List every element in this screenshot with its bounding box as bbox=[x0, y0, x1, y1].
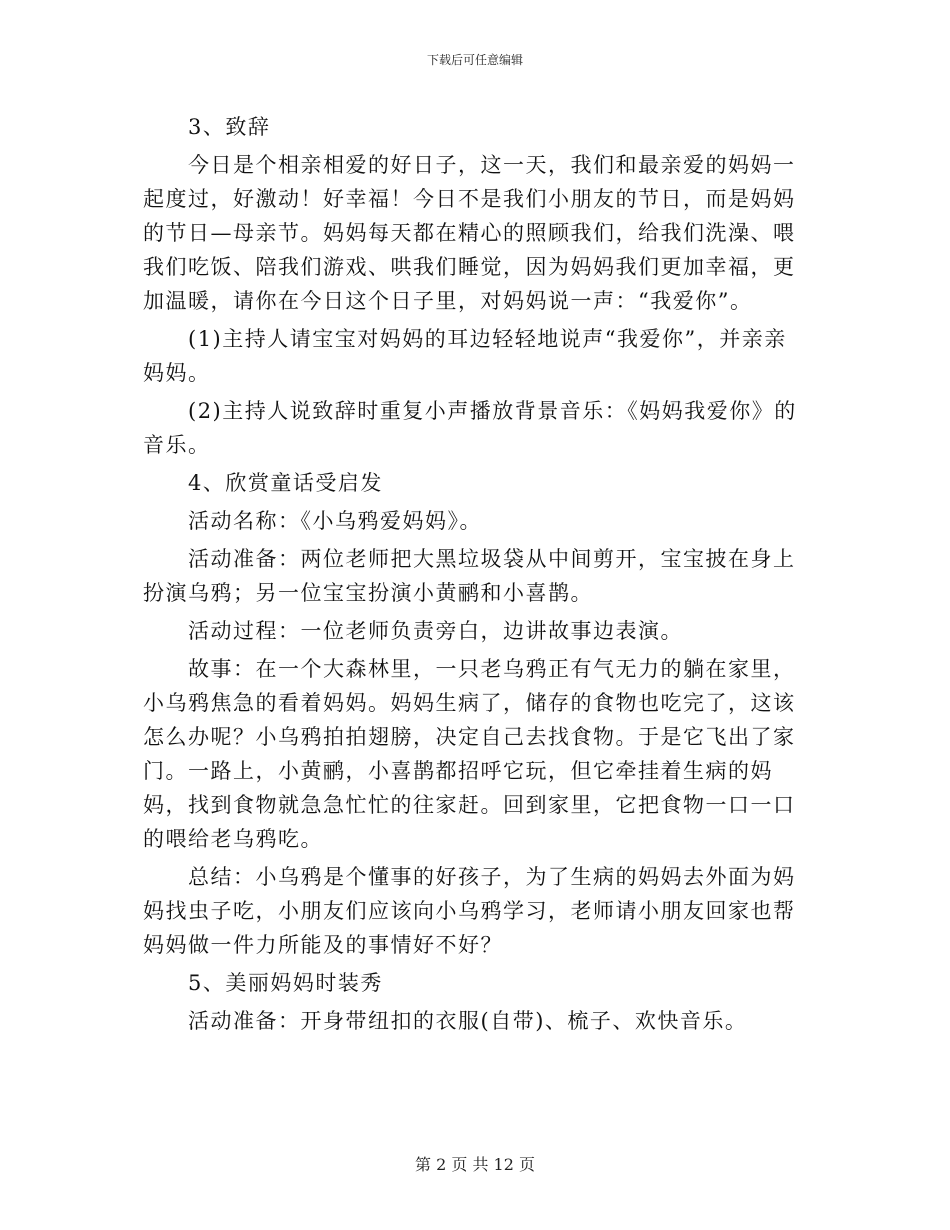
summary-paragraph: 总结：小乌鸦是个懂事的好孩子，为了生病的妈妈去外面为妈妈找虫子吃，小朋友们应该向小乌鸦学习，老师请小朋友回家也帮妈妈做一件力所能及的事情好不好？ bbox=[143, 865, 796, 957]
story-paragraph: 故事：在一个大森林里，一只老乌鸦正有气无力的躺在家里，小乌鸦焦急的看着妈妈。妈妈生病了，储存的食物也吃完了，这该怎么办呢？小乌鸦拍拍翅膀，决定自己去找食物。于是它飞出了家门。一路上，小黄鹂，小喜鹊都招呼它玩，但它牵挂着生病的妈妈，找到食物就急急忙忙的往家赶。回到家里，它把食物一口一口的喂给老乌鸦吃。 bbox=[143, 657, 796, 851]
section-heading-5: 5、美丽妈妈时装秀 bbox=[188, 971, 383, 995]
document-body bbox=[143, 110, 808, 1038]
instruction-item-1: (1)主持人请宝宝对妈妈的耳边轻轻地说声“我爱你”，并亲亲妈妈。 bbox=[143, 327, 787, 385]
section-heading-4: 4、欣赏童话受启发 bbox=[188, 471, 383, 495]
speech-paragraph: 今日是个相亲相爱的好日子，这一天，我们和最亲爱的妈妈一起度过，好激动！好幸福！今日不是我们小朋友的节日，而是妈妈的节日—母亲节。妈妈每天都在精心的照顾我们，给我们洗澡、喂我们吃饭、陪我们游戏、哄我们睡觉，因为妈妈我们更加幸福，更加温暖，请你在今日这个日子里，对妈妈说一声：“我爱你”。 bbox=[143, 153, 796, 313]
activity-name: 活动名称：《小乌鸦爱妈妈》。 bbox=[188, 509, 482, 533]
instruction-item-2: (2)主持人说致辞时重复小声播放背景音乐：《妈妈我爱你》的音乐。 bbox=[143, 399, 797, 457]
fashion-show-preparation: 活动准备：开身带纽扣的衣服(自带)、梳子、欢快音乐。 bbox=[188, 1009, 748, 1033]
section-heading-3: 3、致辞 bbox=[188, 115, 271, 139]
activity-process: 活动过程：一位老师负责旁白，边讲故事边表演。 bbox=[188, 619, 683, 643]
activity-preparation: 活动准备：两位老师把大黑垃圾袋从中间剪开，宝宝披在身上扮演乌鸦；另一位宝宝扮演小黄鹂和小喜鹊。 bbox=[143, 547, 796, 605]
page-header-note: 下载后可任意编辑 bbox=[426, 53, 523, 67]
page-number: 第 2 页 共 12 页 bbox=[415, 1155, 535, 1174]
